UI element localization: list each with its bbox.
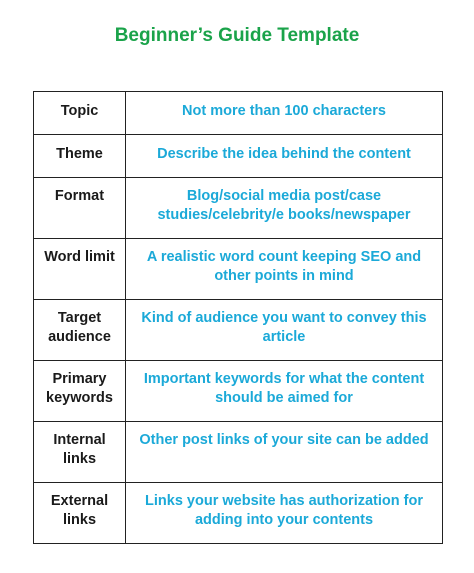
table-row-topic [34,92,443,135]
field-description: Links your website has authorization for adding into your contents [126,483,443,544]
field-label: Internal links [34,422,126,483]
field-label: Word limit [34,239,126,300]
page-title: Beginner’s Guide Template [114,25,360,46]
field-description: A realistic word count keeping SEO and other points in mind [126,239,443,300]
guide-table [33,91,443,544]
field-description: Blog/social media post/case studies/celebrity/e books/newspaper [126,178,443,239]
field-label: Target audience [34,300,126,361]
field-description: Not more than 100 characters [126,92,443,135]
table-row-theme [34,135,443,178]
table-row-word-limit [34,239,443,300]
field-description: Other post links of your site can be added [126,422,443,483]
table-row-internal-links [34,422,443,483]
field-description: Kind of audience you want to convey this article [126,300,443,361]
table-row-target-audience [34,300,443,361]
field-description: Describe the idea behind the content [126,135,443,178]
field-label: Primary keywords [34,361,126,422]
field-label: External links [34,483,126,544]
table-row-external-links [34,483,443,544]
field-description: Important keywords for what the content should be aimed for [126,361,443,422]
field-label: Format [34,178,126,239]
table-row-format [34,178,443,239]
field-label: Theme [34,135,126,178]
field-label: Topic [34,92,126,135]
table-row-primary-keywords [34,361,443,422]
